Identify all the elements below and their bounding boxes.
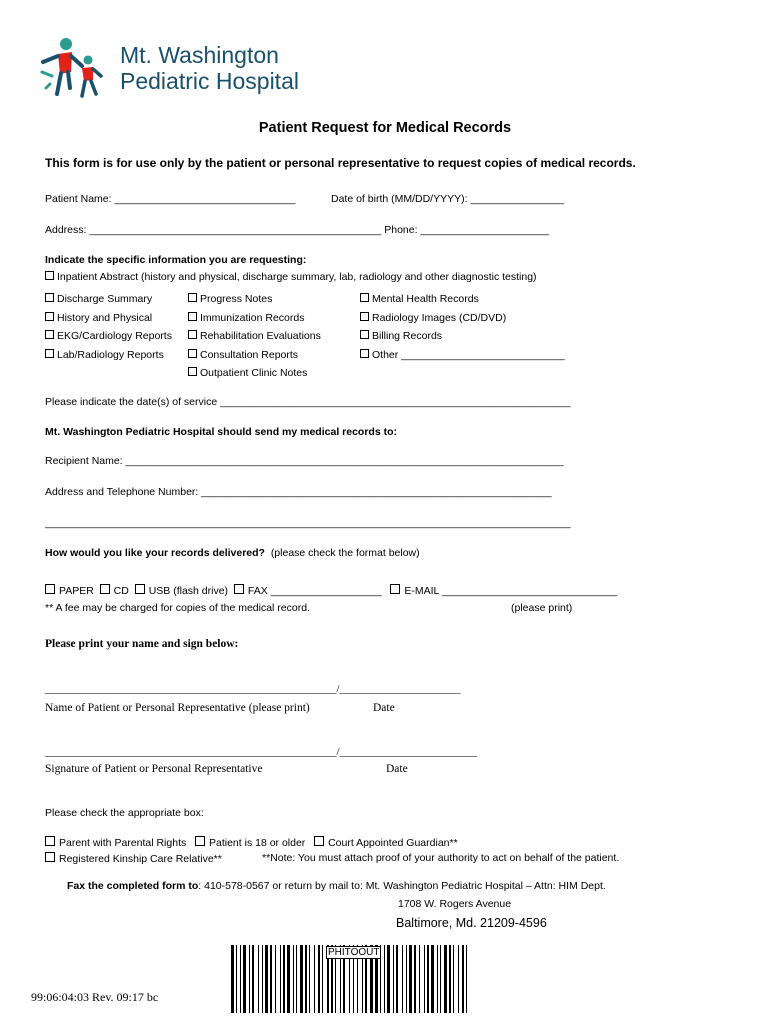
mail-city: Baltimore, Md. 21209-4596 [396, 916, 547, 930]
checkbox-icon[interactable] [188, 312, 197, 321]
checkbox-mental-health[interactable] [360, 290, 565, 309]
send-heading: Mt. Washington Pediatric Hospital should send my medical records to: [45, 426, 397, 438]
checkbox-immunization[interactable] [188, 309, 321, 328]
logo-line1: Mt. Washington [120, 42, 279, 68]
barcode-bar [414, 945, 416, 1013]
checkbox-ekg-cardiology[interactable] [45, 327, 172, 346]
address-phone-field[interactable]: Address: __________________________________________________ Phone: ______________________ [45, 224, 549, 236]
barcode-bar [409, 945, 412, 1013]
fax-instructions [67, 880, 606, 892]
signature-date-line[interactable]: _____________________________________________________/_________________________ [45, 746, 478, 758]
checkbox-label: E-MAIL ______________________________ [404, 585, 618, 597]
authority-row1 [45, 836, 458, 849]
barcode-bar [265, 945, 268, 1013]
checkbox-radiology-images[interactable] [360, 309, 565, 328]
barcode-bar [387, 945, 390, 1013]
fax-text: : 410-578-0567 or return by mail to: Mt. Washington Pediatric Hospital – Attn: HIM Dept. [198, 880, 606, 892]
barcode-bar [287, 945, 290, 1013]
checkbox-icon[interactable] [135, 584, 145, 594]
checkbox-email[interactable] [390, 584, 617, 597]
service-dates-field[interactable]: Please indicate the date(s) of service ____________________________________________________________ [45, 396, 571, 408]
barcode-bar [243, 945, 246, 1013]
checkbox-kinship-care[interactable] [45, 852, 222, 865]
barcode-bar [258, 945, 259, 1013]
checkbox-label: PAPER [59, 585, 94, 597]
info-col2 [188, 290, 321, 383]
checkbox-label: Patient is 18 or older [209, 837, 306, 849]
checkbox-icon[interactable] [45, 584, 55, 594]
barcode-bar [231, 945, 234, 1013]
logo-figures-icon [38, 36, 108, 106]
checkbox-label: Billing Records [372, 330, 443, 342]
checkbox-patient-18[interactable] [195, 836, 305, 849]
checkbox-icon[interactable] [188, 293, 197, 302]
checkbox-history-physical[interactable] [45, 309, 172, 328]
barcode-bar [322, 945, 323, 1013]
checkbox-label: Radiology Images (CD/DVD) [372, 311, 507, 324]
fee-note: ** A fee may be charged for copies of the medical record. [45, 602, 310, 614]
barcode-bar [458, 945, 459, 1013]
barcode-bar [440, 945, 441, 1013]
logo-line2: Pediatric Hospital [120, 68, 299, 94]
barcode-bar [424, 945, 425, 1013]
revision-code: 99:06:04:03 Rev. 09:17 bc [31, 990, 159, 1004]
please-print-note: (please print) [511, 602, 573, 614]
barcode-bar [449, 945, 451, 1013]
authority-note: **Note: You must attach proof of your authority to act on behalf of the patient. [262, 852, 620, 864]
barcode-bar [270, 945, 272, 1013]
barcode-bar [384, 945, 385, 1013]
date-label-2: Date [386, 763, 408, 775]
barcode-bar [305, 945, 307, 1013]
barcode-bar [396, 945, 398, 1013]
checkbox-icon[interactable] [45, 330, 54, 339]
checkbox-icon[interactable] [188, 330, 197, 339]
checkbox-label: Mental Health Records [372, 293, 479, 305]
checkbox-usb[interactable] [135, 584, 228, 597]
address-extra-line[interactable]: __________________________________________________________________________________________ [45, 517, 571, 529]
checkbox-label: Parent with Parental Rights [59, 837, 187, 849]
signature-label: Signature of Patient or Personal Representative [45, 763, 263, 775]
fax-label: Fax the completed form to [67, 880, 199, 892]
barcode-bar [402, 945, 403, 1013]
checkbox-icon[interactable] [45, 271, 54, 280]
checkbox-other[interactable] [360, 346, 565, 365]
checkbox-icon[interactable] [234, 584, 244, 594]
checkbox-icon[interactable] [45, 852, 55, 862]
checkbox-label: Rehabilitation Evaluations [200, 330, 321, 342]
checkbox-paper[interactable] [45, 584, 94, 597]
checkbox-label: Progress Notes [200, 293, 273, 305]
checkbox-icon[interactable] [188, 367, 197, 376]
patient-name-field[interactable]: Patient Name: _______________________________ [45, 193, 296, 205]
checkbox-progress-notes[interactable] [188, 290, 321, 309]
authority-row2 [45, 852, 222, 865]
barcode-bar [240, 945, 241, 1013]
barcode-bar [314, 945, 315, 1013]
info-col1 [45, 290, 172, 364]
barcode-bar [236, 945, 237, 1013]
barcode-bar [249, 945, 250, 1013]
checkbox-icon[interactable] [314, 836, 324, 846]
checkbox-parent-rights[interactable] [45, 836, 186, 849]
checkbox-fax[interactable] [234, 584, 382, 597]
form-title: Patient Request for Medical Records [258, 120, 512, 136]
checkbox-icon[interactable] [390, 584, 400, 594]
delivery-heading-note: (please check the format below) [270, 547, 420, 559]
mail-street: 1708 W. Rogers Avenue [398, 898, 512, 910]
delivery-options [45, 584, 617, 597]
delivery-heading-text: How would you like your records delivered? [45, 547, 265, 559]
barcode-label: PHITOOUT [328, 947, 380, 958]
checkbox-icon[interactable] [45, 349, 54, 358]
barcode-bar [293, 945, 294, 1013]
name-label: Name of Patient or Personal Representative (please print) [45, 702, 310, 714]
checkbox-label: Immunization Records [200, 311, 305, 324]
checkbox-label: Other ____________________________ [372, 348, 565, 361]
barcode-bar [419, 945, 420, 1013]
authority-heading: Please check the appropriate box: [45, 807, 204, 819]
checkbox-icon[interactable] [360, 312, 369, 321]
checkbox-lab-radiology[interactable] [45, 346, 172, 365]
checkbox-icon[interactable] [188, 349, 197, 358]
info-heading: Indicate the specific information you are requesting: [45, 254, 307, 266]
checkbox-icon[interactable] [360, 330, 369, 339]
name-date-line[interactable]: _____________________________________________________/______________________ [45, 683, 461, 695]
checkbox-label: Outpatient Clinic Notes [200, 367, 308, 379]
dob-field[interactable]: Date of birth (MM/DD/YYYY): ________________ [331, 193, 564, 205]
checkbox-court-guardian[interactable] [314, 836, 458, 849]
checkbox-label: History and Physical [57, 311, 153, 324]
checkbox-label: CD [113, 585, 129, 597]
barcode-bar [318, 945, 320, 1013]
barcode-bar [437, 945, 438, 1013]
barcode-bar [296, 945, 297, 1013]
barcode-bar [431, 945, 434, 1013]
checkbox-label: Inpatient Abstract (history and physical, discharge summary, lab, radiology and other diagnostic testing) [57, 271, 537, 283]
checkbox-icon[interactable] [100, 584, 110, 594]
barcode-bar [466, 945, 467, 1013]
checkbox-outpatient-clinic[interactable] [188, 364, 321, 383]
barcode-bar [283, 945, 285, 1013]
hospital-logo [38, 36, 308, 106]
checkbox-icon[interactable] [45, 836, 55, 846]
address-telephone-field[interactable]: Address and Telephone Number: ____________________________________________________________ [45, 486, 552, 498]
checkbox-icon[interactable] [360, 349, 369, 358]
barcode-bar [427, 945, 429, 1013]
barcode-bar [262, 945, 263, 1013]
checkbox-label: Discharge Summary [57, 293, 153, 305]
checkbox-label: FAX ___________________ [247, 585, 382, 597]
barcode-bar [393, 945, 394, 1013]
checkbox-label: Court Appointed Guardian** [328, 837, 458, 849]
barcode-bar [252, 945, 254, 1013]
checkbox-icon[interactable] [45, 293, 54, 302]
delivery-heading [45, 547, 420, 559]
checkbox-label: EKG/Cardiology Reports [57, 330, 172, 342]
info-col3 [360, 290, 565, 364]
barcode-bar [275, 945, 276, 1013]
checkbox-icon[interactable] [45, 312, 54, 321]
barcode-bar [406, 945, 407, 1013]
sign-heading: Please print your name and sign below: [45, 638, 239, 650]
checkbox-label: Consultation Reports [200, 348, 299, 361]
checkbox-label: USB (flash drive) [148, 585, 229, 597]
date-label-1: Date [373, 702, 395, 714]
recipient-name-field[interactable]: Recipient Name: ___________________________________________________________________________ [45, 455, 564, 467]
form-subtitle: This form is for use only by the patient or personal representative to request copies of medical records. [45, 156, 636, 170]
checkbox-label: Lab/Radiology Reports [57, 348, 164, 361]
checkbox-billing[interactable] [360, 327, 565, 346]
barcode-bar [462, 945, 464, 1013]
checkbox-rehabilitation[interactable] [188, 327, 321, 346]
barcode-bar [300, 945, 303, 1013]
checkbox-consultation[interactable] [188, 346, 321, 365]
checkbox-label: Registered Kinship Care Relative** [59, 853, 222, 865]
barcode-bar [280, 945, 281, 1013]
checkbox-icon[interactable] [360, 293, 369, 302]
checkbox-cd[interactable] [100, 584, 129, 597]
checkbox-discharge-summary[interactable] [45, 290, 172, 309]
barcode-bar [309, 945, 310, 1013]
barcode-bar [453, 945, 454, 1013]
checkbox-icon[interactable] [195, 836, 205, 846]
barcode-bar [444, 945, 447, 1013]
checkbox-inpatient[interactable] [45, 271, 537, 283]
